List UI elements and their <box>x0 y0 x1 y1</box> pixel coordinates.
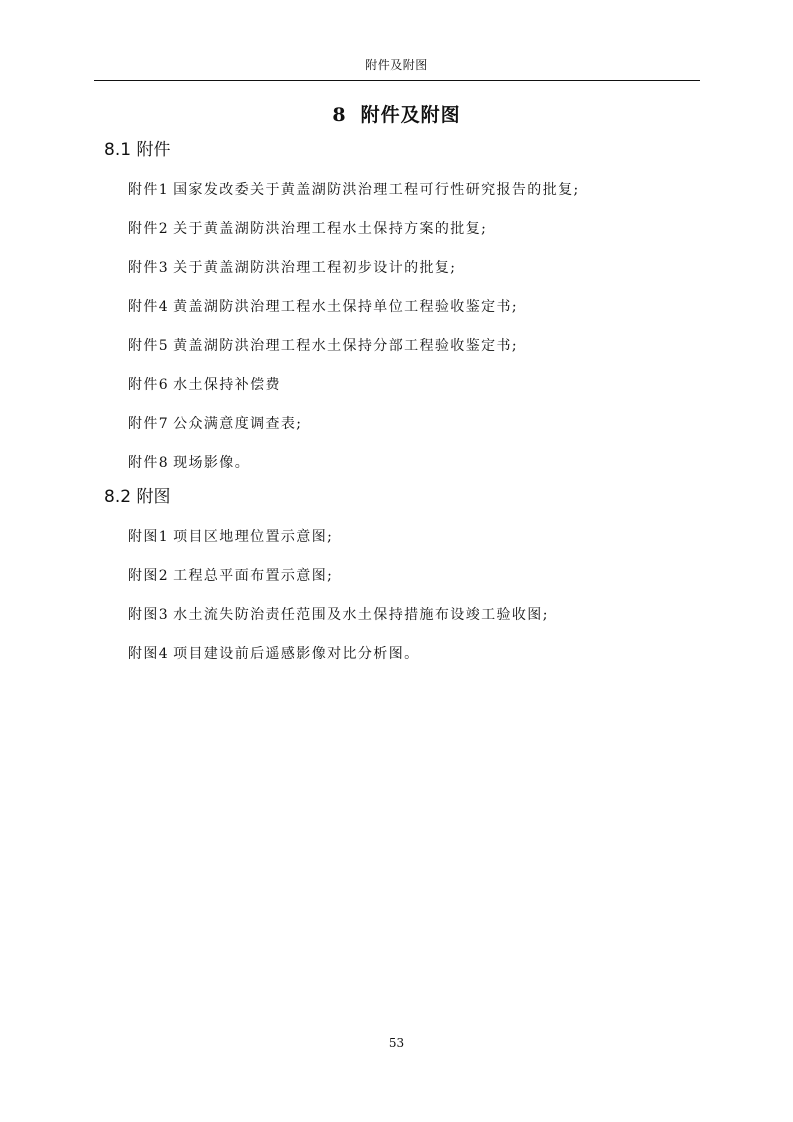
figure-item <box>128 565 333 585</box>
attachment-text: 公众满意度调查表; <box>173 416 303 432</box>
attachment-text: 关于黄盖湖防洪治理工程初步设计的批复; <box>173 260 457 276</box>
attachment-item <box>128 218 487 238</box>
attachment-item <box>128 374 281 394</box>
figure-label: 附图3 <box>128 607 170 623</box>
figure-text: 项目区地理位置示意图; <box>173 529 334 545</box>
page-number: 53 <box>388 1036 405 1050</box>
attachment-label: 附件7 <box>128 416 170 432</box>
figure-item <box>128 643 420 663</box>
figure-text: 项目建设前后遥感影像对比分析图。 <box>173 646 420 662</box>
figure-text: 水土流失防治责任范围及水土保持措施布设竣工验收图; <box>173 607 549 623</box>
attachment-item <box>128 413 302 433</box>
attachment-text: 关于黄盖湖防洪治理工程水土保持方案的批复; <box>173 221 488 237</box>
attachment-item <box>128 257 456 277</box>
figure-label: 附图1 <box>128 529 170 545</box>
attachment-text: 现场影像。 <box>173 455 251 471</box>
figure-label: 附图4 <box>128 646 170 662</box>
attachment-text: 国家发改委关于黄盖湖防洪治理工程可行性研究报告的批复; <box>173 182 580 198</box>
attachment-item <box>128 335 518 355</box>
attachment-label: 附件5 <box>128 338 170 354</box>
chapter-number: 8 <box>332 104 347 126</box>
attachment-item <box>128 452 250 472</box>
figure-text: 工程总平面布置示意图; <box>173 568 334 584</box>
attachment-label: 附件1 <box>128 182 170 198</box>
figure-item <box>128 526 333 546</box>
figure-item <box>128 604 549 624</box>
attachment-label: 附件4 <box>128 299 170 315</box>
section-heading-figures: 8.2 附图 <box>104 487 171 507</box>
attachment-item <box>128 296 518 316</box>
attachment-label: 附件6 <box>128 377 170 393</box>
chapter-title-text: 附件及附图 <box>360 104 461 126</box>
running-header: 附件及附图 <box>365 58 428 72</box>
attachment-label: 附件8 <box>128 455 170 471</box>
attachment-item <box>128 179 580 199</box>
attachment-label: 附件2 <box>128 221 170 237</box>
attachment-text: 水土保持补偿费 <box>173 377 281 393</box>
attachment-text: 黄盖湖防洪治理工程水土保持分部工程验收鉴定书; <box>173 338 519 354</box>
attachment-label: 附件3 <box>128 260 170 276</box>
header-divider <box>94 80 700 81</box>
figure-label: 附图2 <box>128 568 170 584</box>
chapter-title <box>0 100 793 127</box>
attachment-text: 黄盖湖防洪治理工程水土保持单位工程验收鉴定书; <box>173 299 519 315</box>
section-heading-attachments: 8.1 附件 <box>104 140 171 160</box>
